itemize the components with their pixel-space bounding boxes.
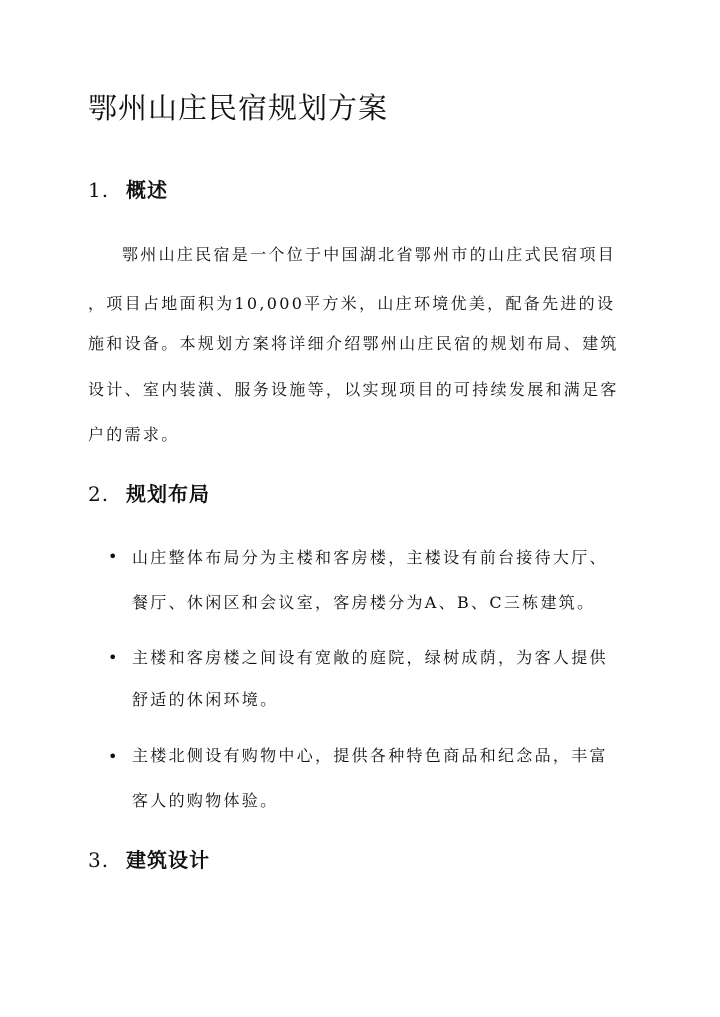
list-item-line: 山庄整体布局分为主楼和客房楼，主楼设有前台接待大厅、 xyxy=(132,548,608,567)
bullet-point: • xyxy=(108,547,118,566)
paragraph-line: 户的需求。 xyxy=(88,425,180,444)
list-item-line: 客人的购物体验。 xyxy=(132,791,279,810)
bullet-point: • xyxy=(108,747,118,766)
section-number: 3. xyxy=(88,848,110,872)
paragraph-line: ，项目占地面积为10,000平方米，山庄环境优美，配备先进的设 xyxy=(88,294,616,313)
list-item-line: 主楼北侧设有购物中心，提供各种特色商品和纪念品，丰富 xyxy=(132,746,608,765)
section-number: 1. xyxy=(88,178,110,202)
document-title: 鄂州山庄民宿规划方案 xyxy=(88,91,389,125)
paragraph-line: 鄂州山庄民宿是一个位于中国湖北省鄂州市的山庄式民宿项目 xyxy=(122,245,617,264)
section-title: 概述 xyxy=(126,178,168,202)
section-heading-overview xyxy=(88,174,168,203)
section-number: 2. xyxy=(88,482,110,506)
bullet-point: • xyxy=(108,648,118,667)
section-heading-layout xyxy=(88,478,210,507)
list-item-line: 舒适的休闲环境。 xyxy=(132,690,279,709)
section-title: 规划布局 xyxy=(126,482,210,506)
section-title: 建筑设计 xyxy=(126,848,210,872)
section-heading-architecture xyxy=(88,844,210,873)
list-item-line: 主楼和客房楼之间设有宽敞的庭院，绿树成荫，为客人提供 xyxy=(132,648,608,667)
paragraph-line: 施和设备。本规划方案将详细介绍鄂州山庄民宿的规划布局、建筑 xyxy=(88,334,619,353)
list-item-line: 餐厅、休闲区和会议室，客房楼分为A、B、C三栋建筑。 xyxy=(132,593,596,612)
paragraph-line: 设计、室内装潢、服务设施等，以实现项目的可持续发展和满足客 xyxy=(88,380,619,399)
